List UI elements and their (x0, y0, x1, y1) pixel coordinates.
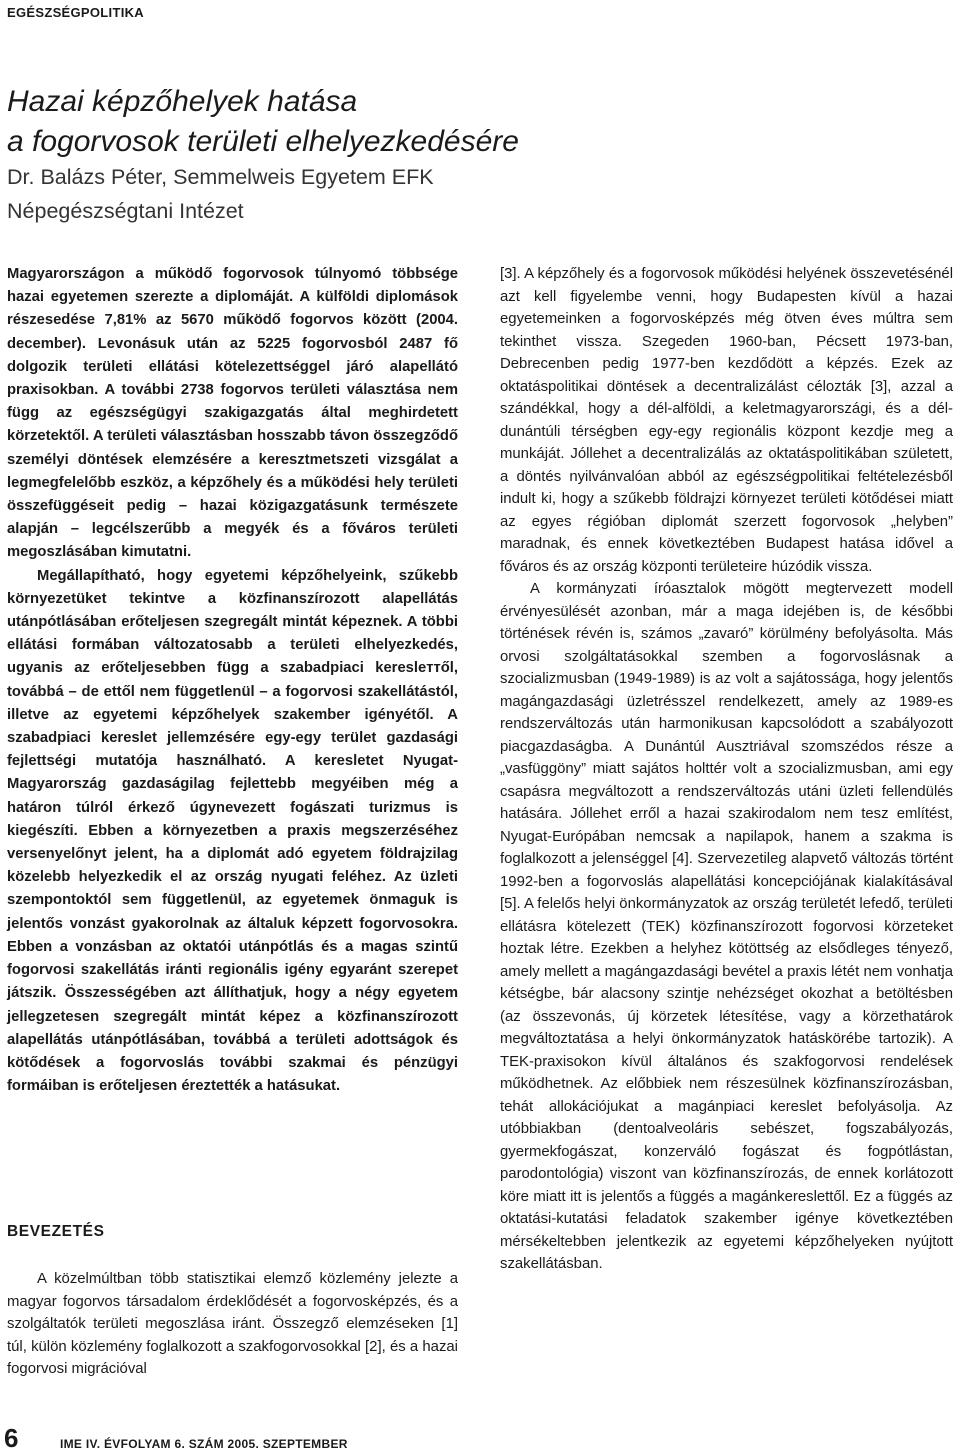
abstract-paragraph-2: Megállapítható, hogy egyetemi képzőhelyeink, szűkebb környezetüket tekintve a közfinanszírozott alapellátás utánpótlásában erőteljesen szegregált mintát képeznek. A többi ellátási formában változatosabb a területi elhelyezkedés, ugyanis az erőteljesebben függ a szabadpiaci keresleттől, továbbá – de ettől nem függetlenül – a fogorvosi szakellátástól, illetve az egyetemi képzőhelyek szakember igényétől. A szabadpiaci kereslet jellemzésére egy-egy terület gazdasági fejlettségi mutatója használható. A keresletet Nyugat-Magyarország gazdaságilag fejlettebb megyéiben még a határon túlról érkező úgynevezett fogászati turizmus is kiegészíti. Ebben a környezetben a praxis megszerzéséhez versenyelőnyt jelent, ha a diplomát adó egyetem földrajzilag közelebb helyezkedik el az ország nyugati feléhez. Az üzleti szempontoktól sem függetlenül, az egyetemek önmaguk is jelentős vonzást gyakorolnak az általuk képzett fogorvosokra. Ebben a vonzásban az oktatói utánpótlás és a magas szintű fogorvosi szakellátás iránti regionális igény egyaránt szerepet játszik. Összességében azt állíthatjuk, hogy a négy egyetem jellegzetesen szegregált mintát képez a közfinanszírozott alapellátás utánpótlásában, továbbá a területi adottságok és kötődések a fogorvoslás további szakmai és pénzügyi formáiban is erőteljesen éreztették a hatásukat. (7, 567, 458, 1095)
article-title (7, 82, 647, 162)
right-column-body (500, 263, 953, 1276)
article-title-line1: Hazai képzőhelyek hatása (7, 85, 358, 118)
article-author (7, 160, 567, 228)
abstract (7, 263, 458, 1098)
section-label: EGÉSZSÉGPOLITIKA (7, 5, 144, 20)
author-line2: Népegészségtani Intézet (7, 199, 244, 223)
page-number: 6 (4, 1423, 19, 1453)
introduction-paragraph-1: A közelmúltban több statisztikai elemző közlemény jelezte a magyar fogorvos társadalom érdeklődését a fogorvosképzés, és a szolgáltatók területi megoszlása iránt. Összegző elemzéseken [1] túl, külön közlemény foglalkozott a szakfogorvosokkal [2], és a hazai fogorvosi migrációval (7, 1271, 458, 1378)
author-line1: Dr. Balázs Péter, Semmelweis Egyetem EFK (7, 165, 434, 189)
article-title-line2: a fogorvosok területi elhelyezkedésére (7, 125, 519, 158)
journal-info: IME IV. ÉVFOLYAM 6. SZÁM 2005. SZEPTEMBER (60, 1437, 348, 1451)
right-paragraph-1: [3]. A képzőhely és a fogorvosok működési helyének összevetésénél azt kell figyelembe venni, hogy Budapesten kívül a hazai egyetemeinken a fogorvosképzés még ötven éves múltra sem tekinthet vissza. Szegeden 1960-ban, Pécsett 1973-ban, Debrecenben pedig 1977-ben kezdődött a képzés. Ezek az oktatáspolitikai döntések a decentralizálást célozták [3], azzal a szándékkal, hogy a dél-alföldi, a keletmagyarországi, és a dél-dunántúli térségben egy-egy regionális központ kezdje meg a munkáját. Jóllehet a decentralizálás az oktatáspolitikában született, a döntés nyilvánvalóan abból az egészségpolitikai feltételezésből indult ki, hogy a szűkebb földrajzi környezet területi kötődései miatt az egyes régióban diplomát szerzett fogorvosok „helyben” maradnak, és ennek következtében Budapest hatása idővel a főváros és az ország központi területeire húzódik vissza. (500, 266, 953, 575)
right-paragraph-2: A kormányzati íróasztalok mögött megtervezett modell érvényesülését azonban, már a maga idejében is, de későbbi történések révén is, számos „zavaró” körülmény befolyásolta. Más orvosi szolgáltatásokkal szemben a fogorvoslásnak a szocializmusban (1949-1989) is az volt a sajátossága, hogy jelentős magángazdasági üzletrésszel rendelkezett, amely az 1989-es rendszerváltozás után harmonikusan kapcsolódott a szabályozott piacgazdaságba. A Dunántúl Ausztriával szomszédos része a „vasfüggöny” miatt sajátos holttér volt a szocializmusban, ami egy csapásra megváltozott a rendszerváltozás utáni üzleti fellendülés hatására. Jóllehet erről a hazai szakirodalom nem tesz említést, Nyugat-Európában nemcsak a napilapok, hanem a szakma is foglalkozott a jelenséggel [4]. Szervezetileg alapvető változás történt 1992-ben a fogorvoslás alapellátási koncepciójának kialakításával [5]. A felelős helyi önkormányzatok az ország területét lefedő, területi ellátásra kötelezett (TEK) közfinanszírozott fogorvosi körzeteket hoztak létre. Ezekben a helyhez kötöttség az elsődleges tényező, amely mellett a magángazdasági bevétel a praxis létét nem vonhatja kétségbe, bár alacsony szintje nehézséget okozhat a betöltésben (az összevonás, új körzetek létesítése, vagy a körzethatárok megváltoztatása a helyi önkormányzatok hatáskörébe tartozik). A TEK-praxisokon kívül általános és szakfogorvosi rendelések működhetnek. Az előbbiek nem részesülnek közfinanszírozásban, tehát allokációjukat a magánpiaci kereslet befolyásolja. Az utóbbiakban (dentoalveoláris sebészet, fogszabályozás, gyermekfogászat, konzerváló fogászat és fogpótlástan, parodontológia) viszont van közfinanszírozás, de ennek korlátozott köre miatt itt is jelentős a függés a magánkereslettől. Ez a függés az oktatási-kutatási feladatok szakember igénye következtében mérsékeltebben jelentkezik az egyetemi képzőhelyeken nyújtott szakellátásban. (500, 581, 953, 1272)
introduction-body (7, 1268, 458, 1381)
section-heading: BEVEZETÉS (7, 1223, 105, 1240)
abstract-paragraph-1: Magyarországon a működő fogorvosok túlnyomó többsége hazai egyetemen szerezte a diplomáját. A külföldi diplomások részesedése 7,81% az 5670 működő fogorvos között (2004. december). Levonásuk után az 5225 fogorvosból 2487 fő dolgozik területi ellátási kötelezettséggel járó alapellátó praxisokban. A további 2738 fogorvos területi választása nem függ az egészségügyi szakigazgatás által meghirdetett körzetektől. A területi választásban hosszabb távon összegződő személyi döntések elemzésére a keresztmetszeti vizsgálat a legmegfelelőbb eszköz, a képzőhely és a működési hely területi összefüggéseit pedig – hazai közigazgatásunk természete alapján – legcélszerűbb a megyék és a főváros területi megoszlásában kimutatni. (7, 266, 458, 561)
